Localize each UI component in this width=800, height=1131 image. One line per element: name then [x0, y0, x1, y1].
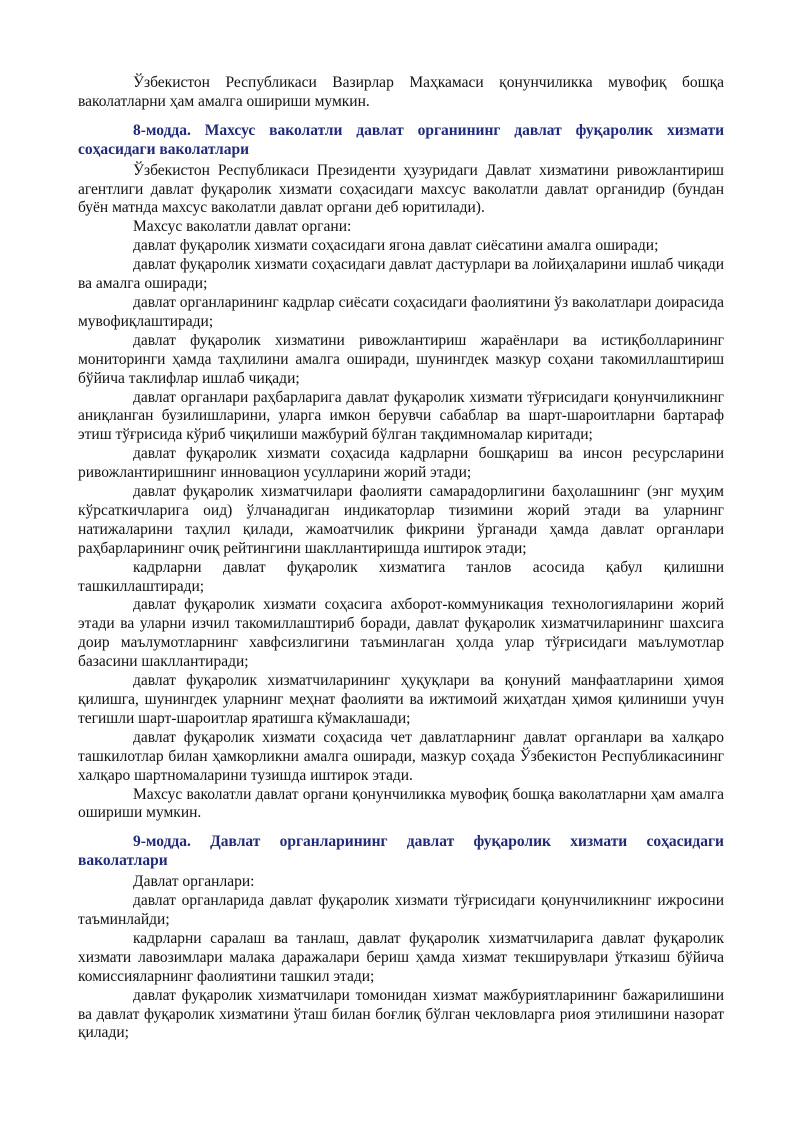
article-9-paragraph: Давлат органлари:	[133, 873, 255, 891]
article-8-body	[78, 162, 724, 824]
article-9-body	[78, 873, 724, 1043]
article-8-paragraph: давлат фуқаролик хизмати соҳасида чет давлатларнинг давлат органлари ва халқаро ташкилотлар билан ҳамкорликни амалга оширади, мазкур соҳада Ўзбекистон Республикасининг халқаро шартномаларини тузишда иштирок этади.	[78, 728, 724, 784]
article-8-paragraph: давлат фуқаролик хизмати соҳасидаги давлат дастурлари ва лойиҳаларини ишлаб чиқади ва амалга оширади;	[78, 256, 724, 293]
article-8-paragraph: давлат фуқаролик хизмати соҳасида кадрларни бошқариш ва инсон ресурсларини ривожлантиришнинг инновацион усулларини жорий этади;	[78, 445, 724, 482]
article-8-heading: 8-модда. Махсус ваколатли давлат органининг давлат фуқаролик хизмати соҳасидаги ваколатлари	[78, 121, 724, 158]
article-9-paragraph: кадрларни саралаш ва танлаш, давлат фуқаролик хизматчиларига давлат фуқаролик хизмати лавозимлари малака даражалари бериш ҳамда хизмат текширувлари ўтказиш бўйича комиссияларнинг фаолиятини ташкил этади;	[78, 929, 724, 985]
article-8-paragraph: давлат органлари раҳбарларига давлат фуқаролик хизмати тўғрисидаги қонунчиликнинг аниқланган бузилишларини, уларга имкон берувчи сабаблар ва шарт-шароитларни бартараф этиш тўғрисида кўриб чиқилиши мажбурий бўлган тақдимномалар киритади;	[78, 388, 724, 444]
article-8-paragraph: Ўзбекистон Республикаси Президенти ҳузуридаги Давлат хизматини ривожлантириш агентлиги давлат фуқаролик хизмати соҳасидаги махсус ваколатли давлат органидир (бундан буён матнда махсус ваколатли давлат органи деб юритилади).	[78, 161, 724, 217]
article-8-paragraph: давлат органларининг кадрлар сиёсати соҳасидаги фаолиятини ўз ваколатлари доирасида мувофиқлаштиради;	[78, 293, 724, 330]
intro-paragraph: Ўзбекистон Республикаси Вазирлар Маҳкамаси қонунчиликка мувофиқ бошқа ваколатларни ҳам амалга ошириши мумкин.	[78, 74, 724, 110]
article-9-paragraph: давлат фуқаролик хизматчилари томонидан хизмат мажбуриятларининг бажарилишини ва давлат фуқаролик хизматини ўташ билан боғлиқ бўлган чекловларга риоя этилишини назорат қилади;	[78, 986, 724, 1042]
article-8-paragraph: Махсус ваколатли давлат органи қонунчиликка мувофиқ бошқа ваколатларни ҳам амалга ошириши мумкин.	[78, 785, 724, 822]
article-8-paragraph: кадрларни давлат фуқаролик хизматига танлов асосида қабул қилишни ташкиллаштиради;	[78, 558, 724, 595]
article-8-paragraph: давлат фуқаролик хизмати соҳасидаги ягона давлат сиёсатини амалга оширади;	[133, 237, 659, 255]
article-8-paragraph: Махсус ваколатли давлат органи:	[133, 218, 352, 236]
article-9-paragraph: давлат органларида давлат фуқаролик хизмати тўғрисидаги қонунчиликнинг ижросини таъминлайди;	[78, 892, 724, 928]
article-8-paragraph: давлат фуқаролик хизматчилари фаолияти самарадорлигини баҳолашнинг (энг муҳим кўрсаткичларига оид) ўлчанадиган индикаторлар тизимини жорий этади ва уларнинг натижаларини таҳлил қилади, жамоатчилик фикрини ўрганади ҳамда давлат органлари раҳбарларининг очиқ рейтингини шакллантиришда иштирок этади;	[78, 483, 724, 557]
article-8-paragraph: давлат фуқаролик хизматчиларининг ҳуқуқлари ва қонуний манфаатларини ҳимоя қилишга, шунингдек уларнинг меҳнат фаолияти ва ижтимоий жиҳатдан ҳимоя қилиниши учун тегишли шарт-шароитлар яратишга кўмаклашади;	[78, 672, 724, 727]
document-page	[78, 74, 724, 1043]
article-8-paragraph: давлат фуқаролик хизмати соҳасига ахборот-коммуникация технологияларини жорий этади ва уларни изчил такомиллаштириб боради, давлат фуқаролик хизматчиларининг шахсига доир маълумотларнинг хавфсизлигини таъминлаган ҳолда улар тўғрисидаги маълумотлар базасини шакллантиради;	[78, 596, 724, 671]
article-9-heading: 9-модда. Давлат органларининг давлат фуқаролик хизмати соҳасидаги ваколатлари	[78, 833, 724, 870]
article-8-paragraph: давлат фуқаролик хизматини ривожлантириш жараёнлари ва истиқболларининг мониторинги ҳамда таҳлилини амалга оширади, шунингдек мазкур соҳани такомиллаштириш бўйича таклифлар ишлаб чиқади;	[78, 331, 724, 387]
